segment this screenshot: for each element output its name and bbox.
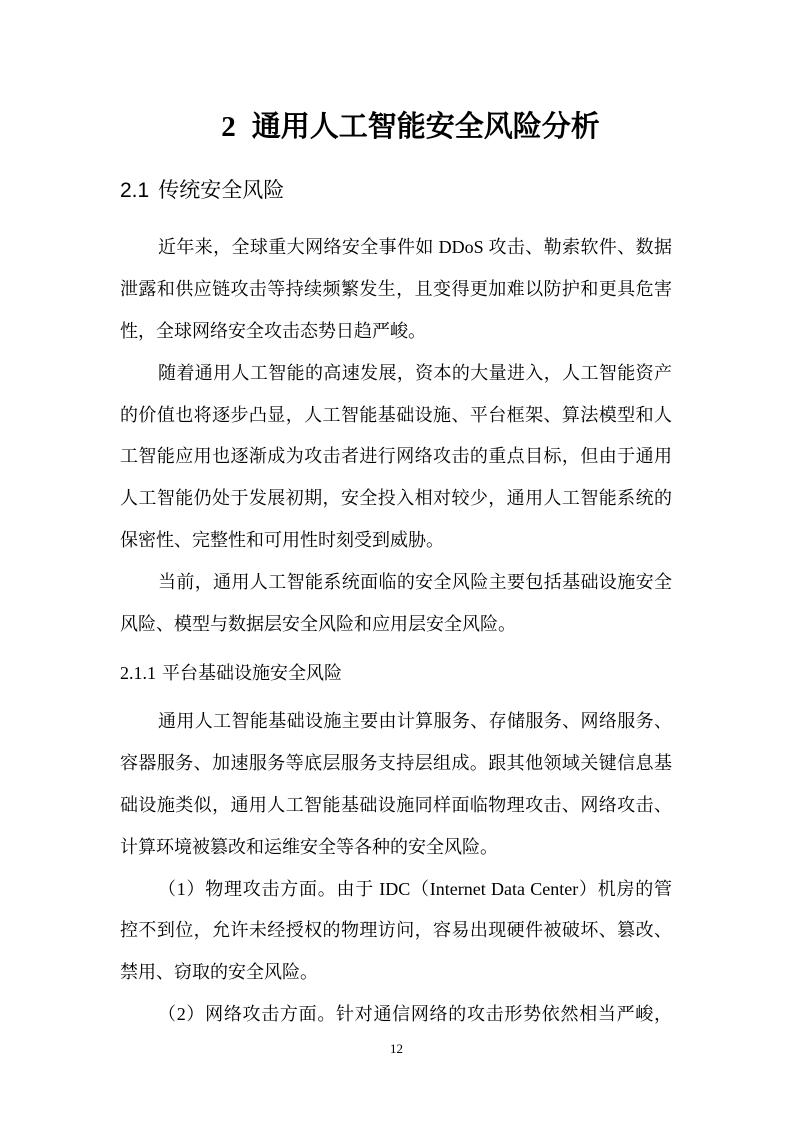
subsection-title: 平台基础设施安全风险	[162, 663, 342, 683]
text-line: 性，全球网络安全攻击态势日趋严峻。	[120, 320, 426, 341]
paragraph	[120, 353, 672, 562]
text-line: 随着通用人工智能的高速发展，资本的大量进入，人工智能资产	[158, 362, 672, 383]
text-line: 风险、模型与数据层安全风险和应用层安全风险。	[120, 614, 516, 635]
text-line: 控不到位，允许未经授权的物理访问，容易出现硬件被破坏、篡改、	[120, 920, 672, 941]
section-body	[120, 227, 672, 646]
subsection-heading	[120, 658, 342, 688]
section-number: 2.1	[120, 179, 150, 202]
text-line: 计算环境被篡改和运维安全等各种的安全风险。	[120, 836, 498, 857]
text-line: 当前，通用人工智能系统面临的安全风险主要包括基础设施安全	[158, 572, 672, 593]
chapter-title-text: 通用人工智能安全风险分析	[251, 111, 600, 143]
page-number: 12	[390, 1041, 403, 1056]
text-line: 容器服务、加速服务等底层服务支持层组成。跟其他领域关键信息基	[120, 752, 672, 773]
section-title: 传统安全风险	[158, 179, 285, 202]
text-line: （2）网络攻击方面。针对通信网络的攻击形势依然相当严峻，	[158, 1004, 672, 1025]
paragraph	[120, 701, 672, 869]
text-line: 人工智能仍处于发展初期，安全投入相对较少，通用人工智能系统的	[120, 488, 672, 509]
text-line: 础设施类似，通用人工智能基础设施同样面临物理攻击、网络攻击、	[120, 794, 672, 815]
text-line: 禁用、窃取的安全风险。	[120, 962, 318, 983]
subsection-number: 2.1.1	[120, 663, 156, 683]
text-line: 泄露和供应链攻击等持续频繁发生，且变得更加难以防护和更具危害	[120, 278, 672, 299]
text-line: 的价值也将逐步凸显，人工智能基础设施、平台框架、算法模型和人	[120, 404, 672, 425]
paragraph	[120, 994, 672, 1036]
paragraph	[120, 562, 672, 646]
paragraph	[120, 869, 672, 995]
text-line: 保密性、完整性和可用性时刻受到威胁。	[120, 530, 444, 551]
chapter-number: 2	[221, 111, 236, 143]
text-line: 工智能应用也逐渐成为攻击者进行网络攻击的重点目标，但由于通用	[120, 446, 672, 467]
chapter-title	[0, 107, 793, 147]
text-line: 通用人工智能基础设施主要由计算服务、存储服务、网络服务、	[158, 711, 672, 731]
paragraph	[120, 227, 672, 353]
text-line: 近年来，全球重大网络安全事件如 DDoS 攻击、勒索软件、数据	[158, 237, 672, 257]
section-heading	[120, 175, 284, 205]
subsection-body	[120, 701, 672, 1036]
text-line: （1）物理攻击方面。由于 IDC（Internet Data Center）机房的管	[158, 878, 672, 899]
